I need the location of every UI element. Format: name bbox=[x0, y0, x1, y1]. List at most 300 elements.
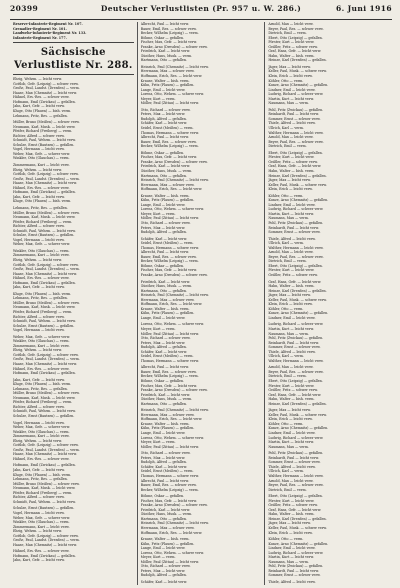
list-entry: Franke, Arno (Dresden) — schwer verw. bbox=[140, 159, 208, 164]
list-entry: Jäger, Max — leicht verw. bbox=[268, 293, 311, 298]
list-entry: Förster, Kurt — leicht verw. bbox=[268, 498, 315, 503]
list-entry: Hofmann, Emil (Zwickau) — gefallen. bbox=[13, 371, 76, 376]
list-entry: Martin, Kurt — leicht verw. bbox=[268, 555, 314, 560]
list-entry: Köhler, Otto — verm. bbox=[268, 306, 304, 311]
list-entry: Reinhardt, Paul — leicht verw. bbox=[268, 112, 320, 117]
column-2 bbox=[137, 22, 265, 585]
list-entry: Weber, Max, Gefr. — schwer verw. bbox=[13, 151, 71, 156]
list-entry: Jahn, Kurt, Gefr. — leicht verw. bbox=[13, 468, 65, 473]
list-entry: Heinrich, Paul (Chemnitz) — leicht verw. bbox=[140, 293, 209, 298]
list-entry: Thiele, Alfred — leicht verw. bbox=[268, 579, 316, 584]
list-entry: Große, Paul, Landst. (Dresden) — verm. bbox=[13, 538, 80, 543]
list-entry: Seidel, Ernst (Meißen) — verm. bbox=[140, 469, 194, 474]
list-entry: Lange, Emil — leicht verw. bbox=[140, 87, 186, 92]
list-entry: Schulze, Ernst (Bautzen) — gefallen. bbox=[13, 142, 75, 147]
list-entry: Große, Paul, Landst. (Dresden) — verm. bbox=[13, 86, 80, 91]
list-entry: Dietrich, Emil — verm. bbox=[268, 31, 307, 36]
list-entry: Krause, Walter — bish. verm. bbox=[140, 78, 190, 83]
list-entry: Dietrich, Emil — verm. bbox=[268, 487, 307, 492]
column-3 bbox=[264, 22, 392, 585]
list-entry: Pohl, Fritz (Zwickau) — gefallen. bbox=[268, 336, 324, 341]
list-entry: Lindner, Emil — leicht verw. bbox=[268, 546, 316, 551]
list-entry: Seidel, Ernst (Meißen) — verm. bbox=[140, 354, 194, 359]
list-entry: Pfeifer, Richard (Freiberg) — verm. bbox=[13, 129, 73, 134]
list-entry: Keller, Paul, Musk. — schwer verw. bbox=[268, 525, 327, 530]
list-entry: Möller, Paul (Zittau) — leicht verw. bbox=[140, 444, 199, 449]
list-entry: Martin, Kurt — leicht verw. bbox=[268, 211, 314, 216]
list-entry: Kluge, Otto (Plauen) — bish. verm. bbox=[13, 199, 72, 204]
list-entry: Möller, Paul (Zittau) — leicht verw. bbox=[140, 559, 199, 564]
list-entry: Albrecht, Paul — leicht verw. bbox=[140, 365, 190, 370]
list-entry: Köhler, Otto — verm. bbox=[268, 193, 304, 198]
page-header bbox=[10, 4, 392, 20]
list-entry: Ehrig, Wehrm. — leicht verw. bbox=[13, 77, 62, 82]
list-entry: Becker, Wilhelm (Leipzig) — verm. bbox=[140, 31, 199, 36]
list-entry: Jahn, Kurt, Gefr. — leicht verw. bbox=[13, 558, 65, 563]
list-entry: Hähnel, Ers.-Res. — schwer verw. bbox=[13, 276, 70, 281]
list-entry: Ebert, Otto (Leipzig) — gefallen. bbox=[268, 379, 323, 384]
list-entry: Meyer, Kurt — verm. bbox=[140, 211, 176, 216]
list-entry: Heinze, Karl (Dresden) — gefallen. bbox=[268, 173, 327, 178]
list-entry: Richter, Alfred — schwer verw. bbox=[13, 404, 65, 409]
list-entry: Weber, Max, Gefr. — schwer verw. bbox=[13, 515, 71, 520]
list-entry: Albrecht, Paul — leicht verw. bbox=[140, 250, 190, 255]
list-entry: Jäger, Max — leicht verw. bbox=[268, 408, 311, 413]
list-entry: Ludwig, Richard — schwer verw. bbox=[268, 322, 324, 327]
list-entry: Lehmann, Fritz, Res. — gefallen. bbox=[13, 386, 68, 391]
list-entry: Ehrig, Wehrm. — leicht verw. bbox=[13, 167, 62, 172]
list-entry: Schmidt, Paul, Wehrm. — leicht verw. bbox=[13, 319, 76, 324]
list-entry: Haase, Max (Chemnitz) — leicht verw. bbox=[13, 452, 77, 457]
list-entry: Kühn, Fritz (Plauen) — gefallen. bbox=[140, 311, 195, 316]
list-entry: Beyer, Paul, Res. — schwer verw. bbox=[268, 139, 324, 144]
list-entry: Zimmermann, Kurt — leicht verw. bbox=[13, 253, 70, 258]
list-entry: Richter, Alfred — schwer verw. bbox=[13, 224, 65, 229]
column-1-intro bbox=[13, 22, 134, 40]
list-entry: Heinrich, Paul (Chemnitz) — leicht verw. bbox=[140, 64, 209, 69]
list-entry: Schäfer, Karl — leicht verw. bbox=[140, 121, 188, 126]
list-entry: Ludwig, Richard — schwer verw. bbox=[268, 207, 324, 212]
list-entry: Fischer, Max, Gefr. — leicht verw. bbox=[140, 155, 197, 160]
list-entry: Ullrich, Karl — verm. bbox=[268, 241, 304, 246]
list-entry: Otto, Richard — schwer verw. bbox=[140, 564, 191, 569]
list-entry: Kunze, Arno (Chemnitz) — gefallen. bbox=[268, 198, 329, 203]
list-entry: Gottlob, Gefr. (Leipzig) — schwer verw. bbox=[13, 262, 79, 267]
list-entry: Heinrich, Paul (Chemnitz) — leicht verw. bbox=[140, 178, 209, 183]
list-entry: Haase, Max (Chemnitz) — leicht verw. bbox=[13, 90, 77, 95]
list-entry: Hoffmann, Erich, Res. — leicht verw. bbox=[140, 74, 203, 79]
list-entry: Böhme, Oskar — gefallen. bbox=[140, 494, 185, 499]
list-entry: Rudolph, Alfred — gefallen. bbox=[140, 230, 187, 235]
list-entry: Haase, Max (Chemnitz) — leicht verw. bbox=[13, 181, 77, 186]
list-entry: Thiele, Alfred — leicht verw. bbox=[268, 121, 316, 126]
list-entry: Lehmann, Fritz, Res. — gefallen. bbox=[13, 205, 68, 210]
list-entry: Heinrich, Paul (Chemnitz) — leicht verw. bbox=[140, 408, 209, 413]
list-entry: Richter, Alfred — schwer verw. bbox=[13, 495, 65, 500]
list-entry: Günther, Hans, Musk. — verm. bbox=[140, 284, 193, 289]
list-entry: Otto, Richard — schwer verw. bbox=[140, 451, 191, 456]
list-entry: Sommer, Ernst — schwer verw. bbox=[268, 460, 321, 465]
list-entry: Bauer, Emil, Res. — schwer verw. bbox=[140, 26, 197, 31]
list-entry: Gottlob, Gefr. (Leipzig) — schwer verw. bbox=[13, 443, 79, 448]
list-entry: Haase, Max (Chemnitz) — leicht verw. bbox=[13, 362, 77, 366]
list-entry: Günther, Hans, Musk. — verm. bbox=[140, 168, 193, 173]
page-date: 6. Juni 1916 bbox=[335, 4, 392, 13]
regiment-note: Reserve-Infanterie-Regiment Nr. 107. bbox=[13, 22, 83, 26]
list-entry: Arnold, Max — leicht verw. bbox=[268, 365, 314, 370]
list-entry: Haase, Max (Chemnitz) — leicht verw. bbox=[13, 271, 77, 276]
list-entry: Sommer, Ernst — schwer verw. bbox=[268, 345, 321, 350]
list-entry: Gottlob, Gefr. (Leipzig) — schwer verw. bbox=[13, 533, 79, 538]
list-entry: Arnold, Max — leicht verw. bbox=[268, 250, 314, 255]
list-entry: Ehrig, Wehrm. — leicht verw. bbox=[13, 438, 62, 443]
list-entry: Beyer, Paul, Res. — schwer verw. bbox=[268, 254, 324, 259]
list-entry: Arnold, Max — leicht verw. bbox=[268, 22, 314, 26]
list-entry: Förster, Kurt — leicht verw. bbox=[268, 155, 315, 160]
list-entry: Hoffmann, Erich, Res. — leicht verw. bbox=[140, 302, 203, 307]
list-entry: Kühn, Fritz (Plauen) — gefallen. bbox=[140, 198, 195, 203]
list-entry: Reinhardt, Paul — leicht verw. bbox=[268, 225, 320, 230]
list-entry: Herrmann, Max — schwer verw. bbox=[140, 182, 195, 187]
list-entry: Winkler, Otto (Glauchau) — verm. bbox=[13, 156, 70, 161]
list-entry: Walther, Hermann — leicht verw. bbox=[268, 130, 324, 135]
list-entry: Schäfer, Karl — leicht verw. bbox=[140, 236, 188, 241]
list-entry: Seidel, Ernst (Meißen) — verm. bbox=[140, 241, 194, 246]
list-entry: Geißler, Fritz — schwer verw. bbox=[268, 44, 318, 49]
list-entry: Jäger, Max — leicht verw. bbox=[268, 521, 311, 526]
list-entry: Sommer, Ernst — schwer verw. bbox=[268, 573, 321, 578]
list-entry: Reinhardt, Paul — leicht verw. bbox=[268, 568, 320, 573]
list-entry: Friedrich, Karl — leicht verw. bbox=[140, 279, 191, 284]
list-entry: Thomas, Hermann — schwer verw. bbox=[140, 473, 199, 478]
list-entry: Graf, Hans, Gefr. — leicht verw. bbox=[268, 49, 322, 54]
list-entry: Friedrich, Karl — leicht verw. bbox=[140, 392, 191, 397]
list-entry: Franke, Arno (Dresden) — schwer verw. bbox=[140, 388, 208, 393]
page-title: Deutscher Verlustlisten (Pr. 957 u. W. 286.) bbox=[100, 4, 302, 13]
list-entry: Keller, Paul, Musk. — schwer verw. bbox=[268, 182, 327, 187]
list-entry: Bauer, Emil, Res. — schwer verw. bbox=[140, 483, 197, 488]
list-entry: Geißler, Fritz — schwer verw. bbox=[268, 159, 318, 164]
list-entry: Lorenz, Otto, Wehrm. — schwer verw. bbox=[140, 92, 205, 97]
list-entry: Herrmann, Max — schwer verw. bbox=[140, 525, 195, 530]
list-entry: Beyer, Paul, Res. — schwer verw. bbox=[268, 483, 324, 488]
list-entry: Albrecht, Paul — leicht verw. bbox=[140, 22, 190, 26]
list-entry: Fischer, Max, Gefr. — leicht verw. bbox=[140, 268, 197, 273]
list-entry: Böhme, Oskar — gefallen. bbox=[140, 379, 185, 384]
list-entry: Zimmermann, Kurt — leicht verw. bbox=[13, 163, 70, 168]
list-entry: Seidel, Ernst (Meißen) — verm. bbox=[140, 126, 194, 131]
list-entry: Beyer, Paul, Res. — schwer verw. bbox=[268, 26, 324, 31]
list-entry: Peters, Max — leicht verw. bbox=[140, 455, 186, 460]
list-entry: Graf, Hans, Gefr. — leicht verw. bbox=[268, 507, 322, 512]
list-entry: Bauer, Emil, Res. — schwer verw. bbox=[140, 254, 197, 259]
list-entry: Große, Paul, Landst. (Dresden) — verm. bbox=[13, 267, 80, 272]
list-entry: Schmidt, Paul, Wehrm. — leicht verw. bbox=[13, 228, 76, 233]
list-entry: Hartmann, Otto — gefallen. bbox=[140, 401, 188, 406]
list-entry: Heinrich, Paul (Chemnitz) — leicht verw. bbox=[140, 521, 209, 526]
list-entry: Albrecht, Paul — leicht verw. bbox=[140, 478, 190, 483]
list-entry: Müller, Bruno (Meißen) — schwer verw. bbox=[13, 300, 80, 305]
column-1 bbox=[10, 22, 137, 585]
list-entry: Ludwig, Richard — schwer verw. bbox=[268, 92, 324, 97]
list-entry: Winkler, Otto (Glauchau) — verm. bbox=[13, 248, 70, 253]
list-entry: Ehrig, Wehrm. — leicht verw. bbox=[13, 257, 62, 262]
list-entry: Köhler, Otto — verm. bbox=[268, 78, 304, 83]
list-entry: Franke, Arno (Dresden) — schwer verw. bbox=[140, 272, 208, 277]
list-entry: Friedrich, Karl — leicht verw. bbox=[140, 49, 191, 54]
list-entry: Ullrich, Karl — verm. bbox=[268, 354, 304, 359]
list-entry: Haase, Max (Chemnitz) — leicht verw. bbox=[13, 542, 77, 547]
list-entry: Gottlob, Gefr. (Leipzig) — schwer verw. bbox=[13, 352, 79, 357]
list-entry: Klein, Erich — leicht verw. bbox=[268, 187, 313, 192]
list-entry: Geißler, Fritz — schwer verw. bbox=[268, 388, 318, 393]
list-entry: Neumann, Karl, Musk. — leicht verw. bbox=[13, 124, 76, 129]
list-entry: Köhler, Otto — verm. bbox=[268, 537, 304, 542]
list-entry: Hähnel, Ers.-Res. — schwer verw. bbox=[13, 549, 70, 554]
list-entry: Krause, Walter — bish. verm. bbox=[140, 421, 190, 426]
list-entry: Kunze, Arno (Chemnitz) — gefallen. bbox=[268, 426, 329, 431]
list-entry: Arnold, Max — leicht verw. bbox=[268, 135, 314, 140]
list-entry: Schulze, Ernst (Bautzen) — gefallen. bbox=[13, 414, 75, 419]
list-entry: Pohl, Fritz (Zwickau) — gefallen. bbox=[268, 564, 324, 569]
list-entry: Hähnel, Ers.-Res. — schwer verw. bbox=[13, 366, 70, 371]
page-number: 20399 bbox=[10, 4, 39, 13]
list-entry: Lange, Emil — leicht verw. bbox=[140, 315, 186, 320]
list-entry: Müller, Bruno (Meißen) — schwer verw. bbox=[13, 391, 80, 396]
list-entry: Lindner, Emil — leicht verw. bbox=[268, 315, 316, 320]
regiment-note: Grenadier-Regiment Nr. 101. bbox=[13, 26, 67, 31]
list-entry: Peters, Max — leicht verw. bbox=[140, 568, 186, 573]
list-entry: Vogel, Hermann — leicht verw. bbox=[13, 420, 65, 425]
list-entry: Sommer, Ernst — schwer verw. bbox=[268, 116, 321, 121]
list-entry: Köhler, Otto — verm. bbox=[268, 421, 304, 426]
list-entry: Heinze, Karl (Dresden) — gefallen. bbox=[268, 516, 327, 521]
list-entry: Fischer, Max, Gefr. — leicht verw. bbox=[140, 40, 197, 45]
list-entry: Graf, Hans, Gefr. — leicht verw. bbox=[268, 164, 322, 169]
list-entry: Albrecht, Paul — leicht verw. bbox=[140, 135, 190, 140]
list-entry: Lange, Emil — leicht verw. bbox=[140, 202, 186, 207]
list-entry: Förster, Kurt — leicht verw. bbox=[268, 268, 315, 273]
list-entry: Kluge, Otto (Plauen) — bish. verm. bbox=[13, 472, 72, 477]
list-entry: Dietrich, Emil — verm. bbox=[268, 259, 307, 264]
list-entry: Lorenz, Otto, Wehrm. — schwer verw. bbox=[140, 322, 205, 327]
list-entry: Pfeifer, Richard (Freiberg) — verm. bbox=[13, 309, 73, 314]
list-entry: Lindner, Emil — leicht verw. bbox=[268, 431, 316, 436]
list-entry: Beyer, Paul, Res. — schwer verw. bbox=[268, 369, 324, 374]
list-entry: Bauer, Emil, Res. — schwer verw. bbox=[140, 369, 197, 374]
list-entry: Zimmermann, Kurt — leicht verw. bbox=[13, 524, 70, 529]
list-entry: Graf, Hans, Gefr. — leicht verw. bbox=[268, 279, 322, 284]
list-heading: Sächsische Verlustliste Nr. 288. bbox=[14, 47, 133, 72]
list-entry: Naumann, Max — verm. bbox=[268, 216, 309, 221]
list-entry: Thiele, Alfred — leicht verw. bbox=[268, 236, 316, 241]
divider bbox=[13, 74, 134, 75]
list-entry: Bauer, Emil, Res. — schwer verw. bbox=[140, 139, 197, 144]
list-entry: Neumann, Karl, Musk. — leicht verw. bbox=[13, 215, 76, 220]
list-entry: Klein, Erich — leicht verw. bbox=[268, 530, 313, 535]
list-entry: Große, Paul, Landst. (Dresden) — verm. bbox=[13, 357, 80, 362]
list-entry: Otto, Richard — schwer verw. bbox=[140, 107, 191, 112]
list-entry: Martin, Kurt — leicht verw. bbox=[268, 96, 314, 101]
list-entry: Peters, Max — leicht verw. bbox=[140, 225, 186, 230]
list-entry: Ullrich, Karl — verm. bbox=[268, 469, 304, 474]
list-entry: Arnold, Max — leicht verw. bbox=[268, 478, 314, 483]
list-entry: Fischer, Max, Gefr. — leicht verw. bbox=[140, 383, 197, 388]
list-entry: Keller, Paul, Musk. — schwer verw. bbox=[268, 69, 327, 74]
list-entry: Herrmann, Max — schwer verw. bbox=[140, 412, 195, 417]
regiment-note: Landwehr-Infanterie-Regiment Nr. 133. bbox=[13, 31, 87, 36]
list-entry: Schmidt, Paul, Wehrm. — leicht verw. bbox=[13, 499, 76, 504]
list-entry: Walther, Hermann — leicht verw. bbox=[268, 473, 324, 478]
list-entry: Meyer, Kurt — verm. bbox=[140, 555, 176, 560]
list-entry: Günther, Hans, Musk. — verm. bbox=[140, 512, 193, 517]
list-entry: Hofmann, Emil (Zwickau) — gefallen. bbox=[13, 463, 76, 468]
list-entry: Herrmann, Max — schwer verw. bbox=[140, 69, 195, 74]
list-entry: Schulze, Ernst (Bautzen) — gefallen. bbox=[13, 506, 75, 511]
list-entry: Thomas, Hermann — schwer verw. bbox=[140, 130, 199, 135]
list-entry: Vogel, Hermann — leicht verw. bbox=[13, 328, 65, 333]
list-entry: Hahn, Walter — bish. verm. bbox=[268, 397, 315, 402]
list-entry: Zimmermann, Kurt — leicht verw. bbox=[13, 434, 70, 439]
list-entry: Günther, Hans, Musk. — verm. bbox=[140, 53, 193, 58]
list-entry: Becker, Wilhelm (Leipzig) — verm. bbox=[140, 487, 199, 492]
list-entry: Lorenz, Otto, Wehrm. — schwer verw. bbox=[140, 550, 205, 555]
list-entry: Otto, Richard — schwer verw. bbox=[140, 336, 191, 341]
list-entry: Weber, Max, Gefr. — schwer verw. bbox=[13, 334, 71, 339]
list-entry: Naumann, Max — verm. bbox=[268, 101, 309, 106]
list-entry: Klein, Erich — leicht verw. bbox=[268, 74, 313, 79]
list-entry: Hähnel, Ers.-Res. — schwer verw. bbox=[13, 456, 70, 461]
list-entry: Pohl, Fritz (Zwickau) — gefallen. bbox=[268, 451, 324, 456]
list-entry: Hoffmann, Erich, Res. — leicht verw. bbox=[140, 530, 203, 535]
list-entry: Neumann, Karl, Musk. — leicht verw. bbox=[13, 486, 76, 491]
list-entry: Winkler, Otto (Glauchau) — verm. bbox=[13, 520, 70, 525]
list-entry: Klein, Erich — leicht verw. bbox=[268, 302, 313, 307]
list-entry: Richter, Alfred — schwer verw. bbox=[13, 314, 65, 319]
list-entry: Hahn, Walter — bish. verm. bbox=[268, 168, 315, 173]
list-entry: Meyer, Kurt — verm. bbox=[140, 96, 176, 101]
list-entry: Geißler, Fritz — schwer verw. bbox=[268, 272, 318, 277]
list-entry: Reinhardt, Paul — leicht verw. bbox=[268, 340, 320, 345]
list-entry: Kühn, Fritz (Plauen) — gefallen. bbox=[140, 83, 195, 88]
list-entry: Schäfer, Karl — leicht verw. bbox=[140, 579, 188, 584]
list-entry: Becker, Wilhelm (Leipzig) — verm. bbox=[140, 374, 199, 379]
list-entry: Ehrig, Wehrm. — leicht verw. bbox=[13, 348, 62, 353]
list-entry: Hofmann, Emil (Zwickau) — gefallen. bbox=[13, 553, 76, 558]
list-entry: Hartmann, Otto — gefallen. bbox=[140, 516, 188, 521]
list-entry: Schäfer, Karl — leicht verw. bbox=[140, 349, 188, 354]
list-entry: Krause, Walter — bish. verm. bbox=[140, 193, 190, 198]
list-entry: Naumann, Max — verm. bbox=[268, 331, 309, 336]
list-entry: Dietrich, Emil — verm. bbox=[268, 144, 307, 149]
list-entry: Hoffmann, Erich, Res. — leicht verw. bbox=[140, 187, 203, 192]
list-entry: Hähnel, Ers.-Res. — schwer verw. bbox=[13, 95, 70, 100]
list-entry: Böhme, Oskar — gefallen. bbox=[140, 150, 185, 155]
list-entry: Herrmann, Max — schwer verw. bbox=[140, 297, 195, 302]
list-entry: Rudolph, Alfred — gefallen. bbox=[140, 345, 187, 350]
list-entry: Ludwig, Richard — schwer verw. bbox=[268, 435, 324, 440]
list-entry: Zimmermann, Kurt — leicht verw. bbox=[13, 343, 70, 348]
list-entry: Walther, Hermann — leicht verw. bbox=[268, 358, 324, 363]
list-entry: Walther, Hermann — leicht verw. bbox=[268, 245, 324, 250]
list-entry: Vogel, Hermann — leicht verw. bbox=[13, 147, 65, 152]
list-entry: Möller, Paul (Zittau) — leicht verw. bbox=[140, 101, 199, 106]
list-entry: Jahn, Kurt, Gefr. — leicht verw. bbox=[13, 377, 65, 382]
list-entry: Ehrig, Wehrm. — leicht verw. bbox=[13, 529, 62, 534]
list-entry: Vogel, Hermann — leicht verw. bbox=[13, 237, 65, 242]
list-entry: Martin, Kurt — leicht verw. bbox=[268, 440, 314, 445]
list-entry: Lindner, Emil — leicht verw. bbox=[268, 202, 316, 207]
list-entry: Schäfer, Karl — leicht verw. bbox=[140, 464, 188, 469]
list-entry: Lorenz, Otto, Wehrm. — schwer verw. bbox=[140, 207, 205, 212]
list-entry: Pohl, Fritz (Zwickau) — gefallen. bbox=[268, 107, 324, 112]
regiment-note: Infanterie-Regiment Nr. 177. bbox=[13, 35, 67, 40]
list-entry: Reinhardt, Paul — leicht verw. bbox=[268, 455, 320, 460]
list-entry: Naumann, Max — verm. bbox=[268, 444, 309, 449]
list-entry: Kühn, Fritz (Plauen) — gefallen. bbox=[140, 426, 195, 431]
list-entry: Winkler, Otto (Glauchau) — verm. bbox=[13, 339, 70, 344]
list-entry: Ullrich, Karl — verm. bbox=[268, 126, 304, 131]
list-entry: Sommer, Ernst — schwer verw. bbox=[268, 230, 321, 235]
list-entry: Otto, Richard — schwer verw. bbox=[140, 220, 191, 225]
list-entry: Friedrich, Karl — leicht verw. bbox=[140, 164, 191, 169]
list-entry: Krause, Walter — bish. verm. bbox=[140, 537, 190, 542]
list-entry: Weber, Max, Gefr. — schwer verw. bbox=[13, 242, 71, 247]
list-entry: Müller, Bruno (Meißen) — schwer verw. bbox=[13, 481, 80, 486]
list-entry: Pfeifer, Richard (Freiberg) — verm. bbox=[13, 219, 73, 224]
list-entry: Richter, Alfred — schwer verw. bbox=[13, 133, 65, 138]
list-entry: Hartmann, Otto — gefallen. bbox=[140, 173, 188, 178]
list-entry: Hofmann, Emil (Zwickau) — gefallen. bbox=[13, 190, 76, 195]
list-entry: Graf, Hans, Gefr. — leicht verw. bbox=[268, 392, 322, 397]
list-entry: Hofmann, Emil (Zwickau) — gefallen. bbox=[13, 280, 76, 285]
list-entry: Peters, Max — leicht verw. bbox=[140, 112, 186, 117]
divider bbox=[13, 42, 134, 43]
list-entry: Jahn, Kurt, Gefr. — leicht verw. bbox=[13, 194, 65, 199]
list-entry: Ebert, Otto (Leipzig) — gefallen. bbox=[268, 35, 323, 40]
list-entry: Keller, Paul, Musk. — schwer verw. bbox=[268, 297, 327, 302]
list-entry: Friedrich, Karl — leicht verw. bbox=[140, 507, 191, 512]
list-entry: Rudolph, Alfred — gefallen. bbox=[140, 116, 187, 121]
list-entry: Hofmann, Emil (Zwickau) — gefallen. bbox=[13, 99, 76, 104]
list-entry: Martin, Kurt — leicht verw. bbox=[268, 327, 314, 331]
list-entry: Gottlob, Gefr. (Leipzig) — schwer verw. bbox=[13, 81, 79, 86]
list-entry: Heinze, Karl (Dresden) — gefallen. bbox=[268, 288, 327, 293]
list-entry: Kühn, Fritz (Plauen) — gefallen. bbox=[140, 541, 195, 546]
list-entry: Ludwig, Richard — schwer verw. bbox=[268, 550, 324, 555]
list-entry: Vogel, Hermann — leicht verw. bbox=[13, 510, 65, 515]
list-entry: Becker, Wilhelm (Leipzig) — verm. bbox=[140, 259, 199, 264]
list-entry: Hahn, Walter — bish. verm. bbox=[268, 512, 315, 517]
list-entry: Jahn, Kurt, Gefr. — leicht verw. bbox=[13, 285, 65, 290]
list-entry: Kunze, Arno (Chemnitz) — gefallen. bbox=[268, 311, 329, 316]
list-entry: Keller, Paul, Musk. — schwer verw. bbox=[268, 412, 327, 417]
list-entry: Becker, Wilhelm (Leipzig) — verm. bbox=[140, 144, 199, 149]
list-entry: Böhme, Oskar — gefallen. bbox=[140, 35, 185, 40]
list-entry: Winkler, Otto (Glauchau) — verm. bbox=[13, 429, 70, 434]
list-entry: Pohl, Fritz (Zwickau) — gefallen. bbox=[268, 220, 324, 225]
list-entry: Große, Paul, Landst. (Dresden) — verm. bbox=[13, 447, 80, 452]
list-entry: Müller, Bruno (Meißen) — schwer verw. bbox=[13, 210, 80, 215]
list-entry: Ebert, Otto (Leipzig) — gefallen. bbox=[268, 494, 323, 499]
list-entry: Rudolph, Alfred — gefallen. bbox=[140, 460, 187, 465]
list-entry: Möller, Paul (Zittau) — leicht verw. bbox=[140, 331, 199, 336]
list-entry: Günther, Hans, Musk. — verm. bbox=[140, 397, 193, 402]
list-entry: Meyer, Kurt — verm. bbox=[140, 440, 176, 445]
list-entry: Kluge, Otto (Plauen) — bish. verm. bbox=[13, 109, 72, 114]
list-entry: Krause, Walter — bish. verm. bbox=[140, 306, 190, 311]
list-entry: Fischer, Max, Gefr. — leicht verw. bbox=[140, 498, 197, 503]
